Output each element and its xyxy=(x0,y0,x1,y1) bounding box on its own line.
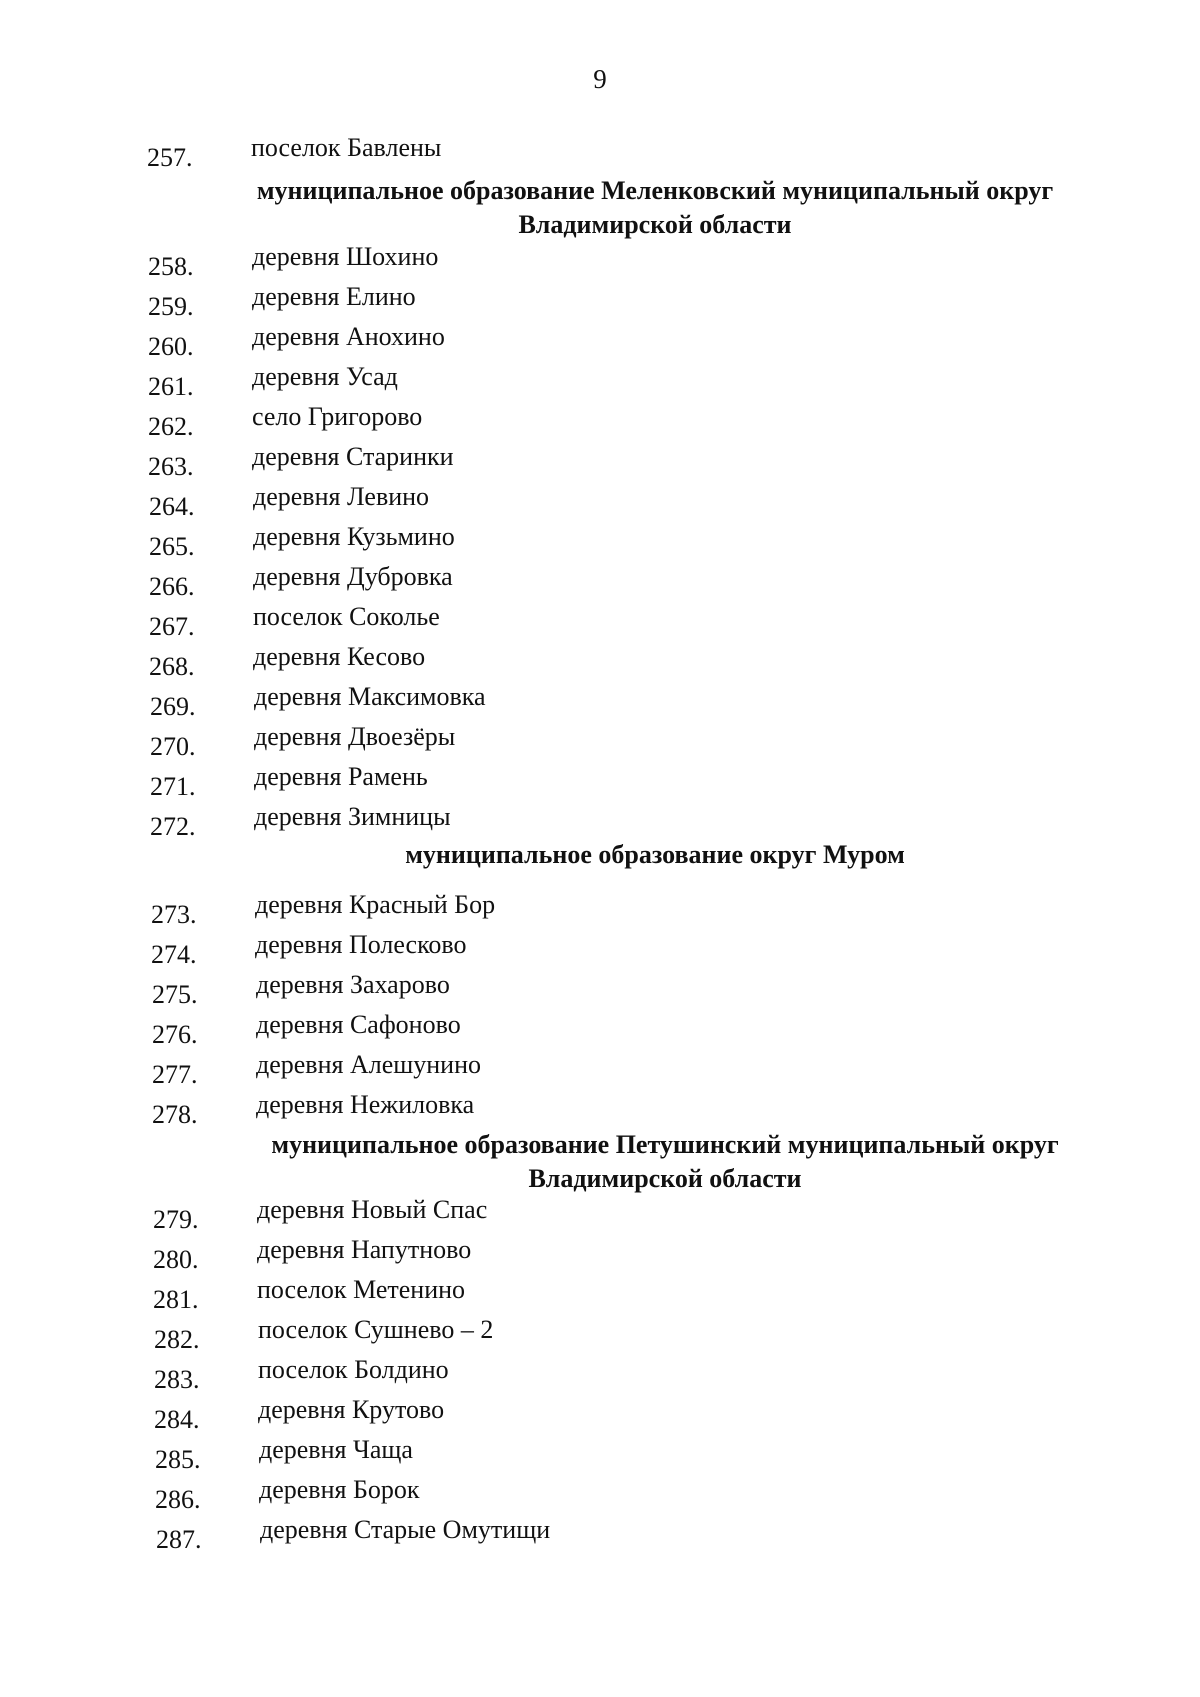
item-number: 282. xyxy=(154,1325,200,1354)
settlement-name: деревня Крутово xyxy=(258,1395,445,1424)
settlement-name: деревня Сафоново xyxy=(256,1010,461,1039)
item-number: 278. xyxy=(152,1100,198,1129)
item-number: 273. xyxy=(151,900,197,929)
item-number: 277. xyxy=(152,1060,198,1089)
settlement-name: деревня Шохино xyxy=(252,242,439,271)
section-heading-line: Владимирской области xyxy=(518,210,792,239)
settlement-name: деревня Чаща xyxy=(259,1435,413,1464)
settlement-name: поселок Сушнево – 2 xyxy=(258,1315,494,1344)
settlement-name: деревня Нежиловка xyxy=(256,1090,475,1119)
section-heading xyxy=(230,174,1080,242)
item-number: 281. xyxy=(153,1285,199,1314)
settlement-name: поселок Бавлены xyxy=(251,133,442,162)
item-number: 266. xyxy=(149,572,195,601)
item-number: 269. xyxy=(150,692,196,721)
settlement-name: село Григорово xyxy=(252,402,423,431)
settlement-name: деревня Левино xyxy=(253,482,430,511)
settlement-name: деревня Елино xyxy=(252,282,416,311)
item-number: 262. xyxy=(148,412,194,441)
settlement-name: деревня Полесково xyxy=(255,930,467,959)
section-heading xyxy=(240,1128,1090,1196)
settlement-name: деревня Борок xyxy=(259,1475,420,1504)
settlement-name: деревня Алешунино xyxy=(256,1050,482,1079)
item-number: 268. xyxy=(149,652,195,681)
settlement-name: деревня Анохино xyxy=(252,322,445,351)
item-number: 258. xyxy=(148,252,194,281)
settlement-name: поселок Соколье xyxy=(253,602,440,631)
item-number: 283. xyxy=(154,1365,200,1394)
item-number: 280. xyxy=(153,1245,199,1274)
settlement-name: поселок Метенино xyxy=(257,1275,466,1304)
item-number: 272. xyxy=(150,812,196,841)
section-heading-line: муниципальное образование Петушинский муниципальный округ xyxy=(271,1130,1059,1159)
item-number: 263. xyxy=(148,452,194,481)
item-number: 260. xyxy=(148,332,194,361)
item-number: 270. xyxy=(150,732,196,761)
section-heading-line: Владимирской области xyxy=(528,1164,802,1193)
settlement-name: деревня Рамень xyxy=(254,762,428,791)
settlement-name: деревня Старинки xyxy=(252,442,454,471)
item-number: 265. xyxy=(149,532,195,561)
settlement-name: деревня Двоезёры xyxy=(254,722,456,751)
item-number: 271. xyxy=(150,772,196,801)
item-number: 286. xyxy=(155,1485,201,1514)
settlement-name: поселок Болдино xyxy=(258,1355,449,1384)
item-number: 259. xyxy=(148,292,194,321)
settlement-name: деревня Старые Омутищи xyxy=(260,1515,551,1544)
section-heading-line: муниципальное образование округ Муром xyxy=(405,840,905,869)
item-number: 264. xyxy=(149,492,195,521)
item-number: 275. xyxy=(152,980,198,1009)
item-number: 261. xyxy=(148,372,194,401)
item-number: 287. xyxy=(156,1525,202,1554)
section-heading xyxy=(230,838,1080,872)
item-number: 267. xyxy=(149,612,195,641)
item-number: 285. xyxy=(155,1445,201,1474)
settlement-name: деревня Красный Бор xyxy=(255,890,496,919)
item-number: 284. xyxy=(154,1405,200,1434)
item-number: 276. xyxy=(152,1020,198,1049)
settlement-name: деревня Захарово xyxy=(256,970,450,999)
settlement-name: деревня Зимницы xyxy=(254,802,451,831)
settlement-name: деревня Кузьмино xyxy=(253,522,455,551)
section-heading-line: муниципальное образование Меленковский муниципальный округ xyxy=(256,176,1054,205)
settlement-name: деревня Новый Спас xyxy=(257,1195,488,1224)
settlement-name: деревня Дубровка xyxy=(253,562,453,591)
item-number: 274. xyxy=(151,940,197,969)
settlement-name: деревня Кесово xyxy=(253,642,426,671)
page-number: 9 xyxy=(593,64,607,94)
settlement-name: деревня Напутново xyxy=(257,1235,472,1264)
item-number: 257. xyxy=(147,143,193,172)
settlement-name: деревня Усад xyxy=(252,362,398,391)
settlement-name: деревня Максимовка xyxy=(254,682,486,711)
item-number: 279. xyxy=(153,1205,199,1234)
